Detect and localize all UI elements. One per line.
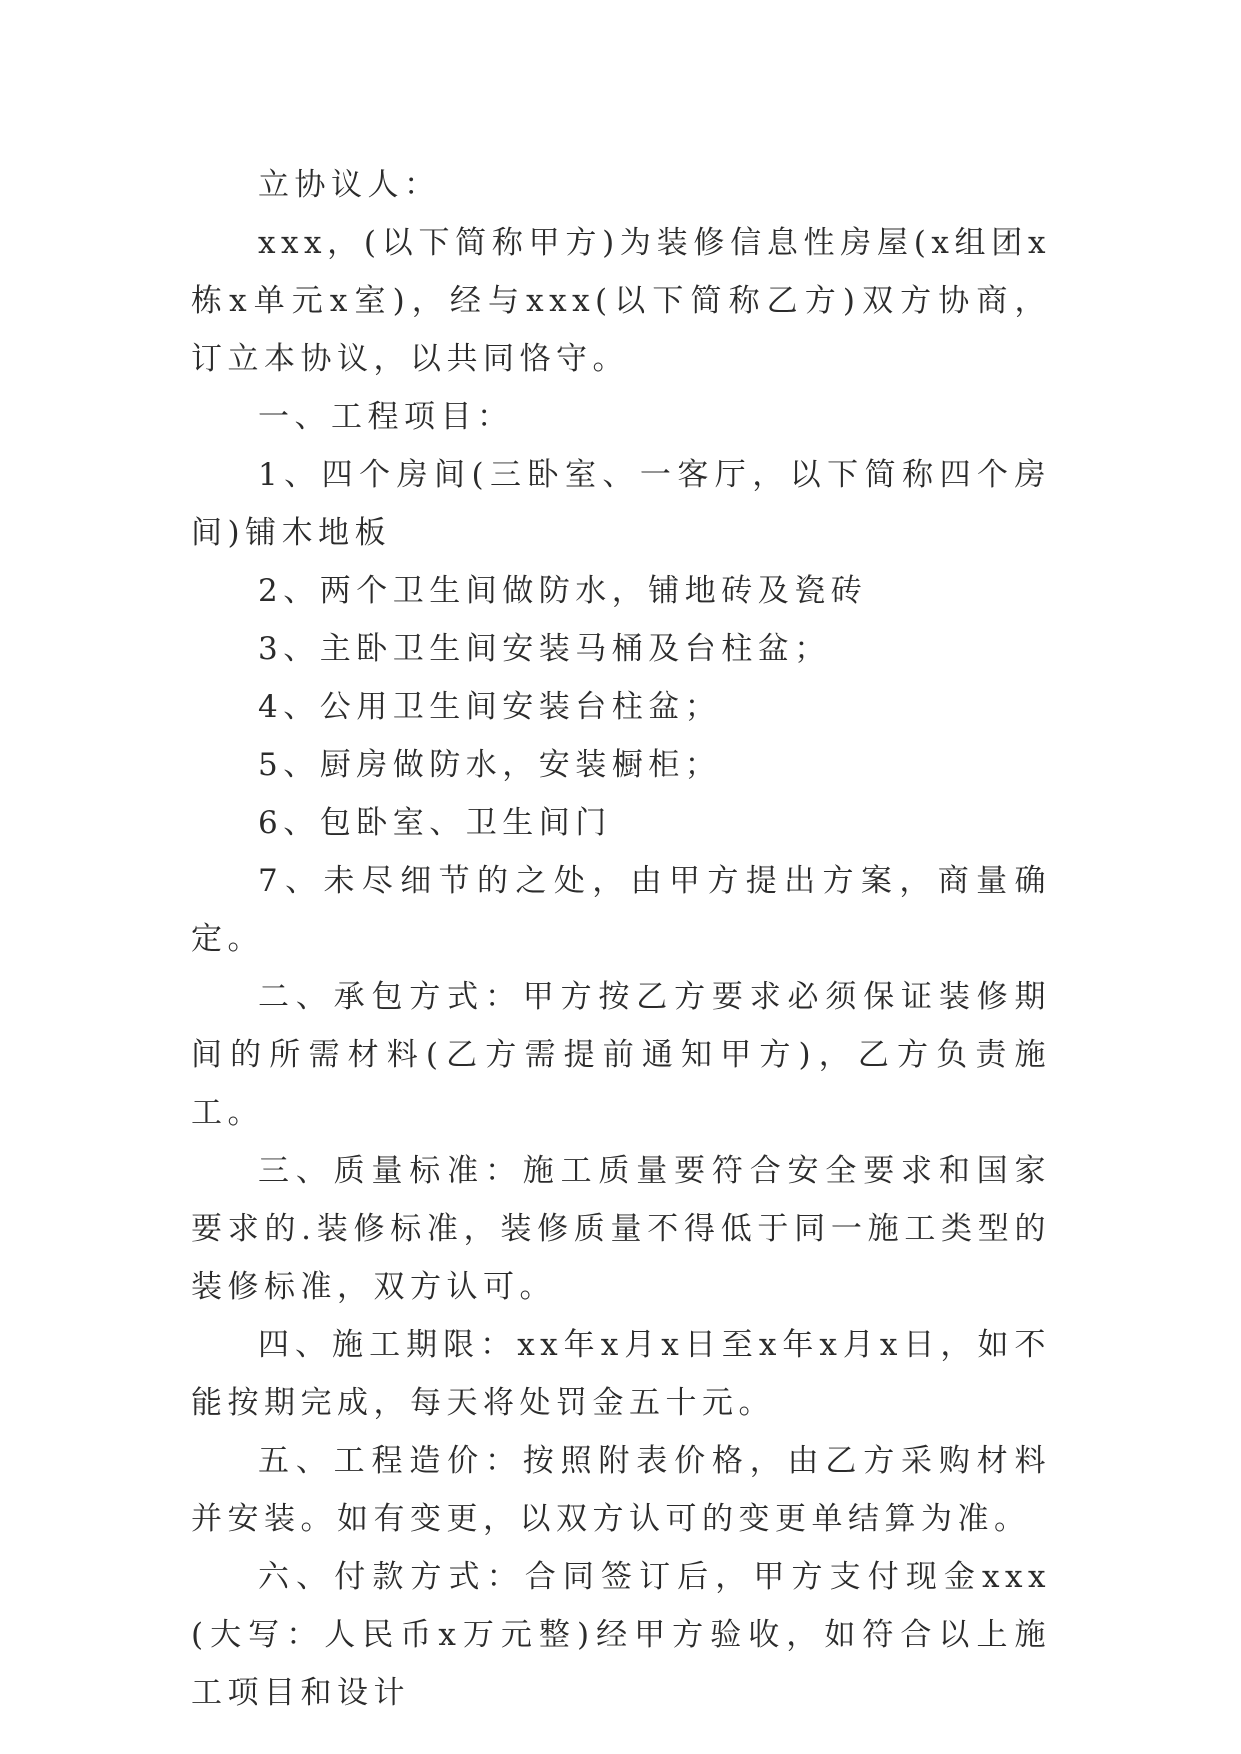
section-quality-standard: 三、质量标准：施工质量要符合安全要求和国家要求的.装修标准，装修质量不得低于同一施工类型的装修标准，双方认可。: [191, 1153, 1051, 1305]
section-construction-period: 四、施工期限：xx年x月x日至x年x月x日，如不能按期完成，每天将处罚金五十元。: [191, 1327, 1051, 1421]
project-item-7: 7、未尽细节的之处，由甲方提出方案，商量确定。: [191, 863, 1051, 957]
document-body: [191, 156, 1051, 1722]
section-contracting-method: 二、承包方式：甲方按乙方要求必须保证装修期间的所需材料(乙方需提前通知甲方)，乙方负责施工。: [191, 979, 1051, 1131]
section-heading-project: 一、工程项目：: [258, 399, 514, 435]
project-item-5: 5、厨房做防水，安装橱柜；: [258, 747, 722, 783]
project-item-1: 1、四个房间(三卧室、一客厅，以下简称四个房间)铺木地板: [191, 457, 1051, 551]
section-payment-method: 六、付款方式：合同签订后，甲方支付现金xxx(大写：人民币x万元整)经甲方验收，如符合以上施工项目和设计: [191, 1559, 1051, 1711]
section-project-cost: 五、工程造价：按照附表价格，由乙方采购材料并安装。如有变更，以双方认可的变更单结算为准。: [191, 1443, 1051, 1537]
project-item-4: 4、公用卫生间安装台柱盆；: [258, 689, 722, 725]
project-item-2: 2、两个卫生间做防水，铺地砖及瓷砖: [258, 573, 868, 609]
paragraph-parties-heading: 立协议人：: [258, 167, 441, 203]
project-item-6: 6、包卧室、卫生间门: [258, 805, 612, 841]
project-item-3: 3、主卧卫生间安装马桶及台柱盆；: [258, 631, 831, 667]
paragraph-parties-intro: xxx，(以下简称甲方)为装修信息性房屋(x组团x栋x单元x室)，经与xxx(以下简称乙方)双方协商，订立本协议，以共同恪守。: [191, 225, 1051, 377]
